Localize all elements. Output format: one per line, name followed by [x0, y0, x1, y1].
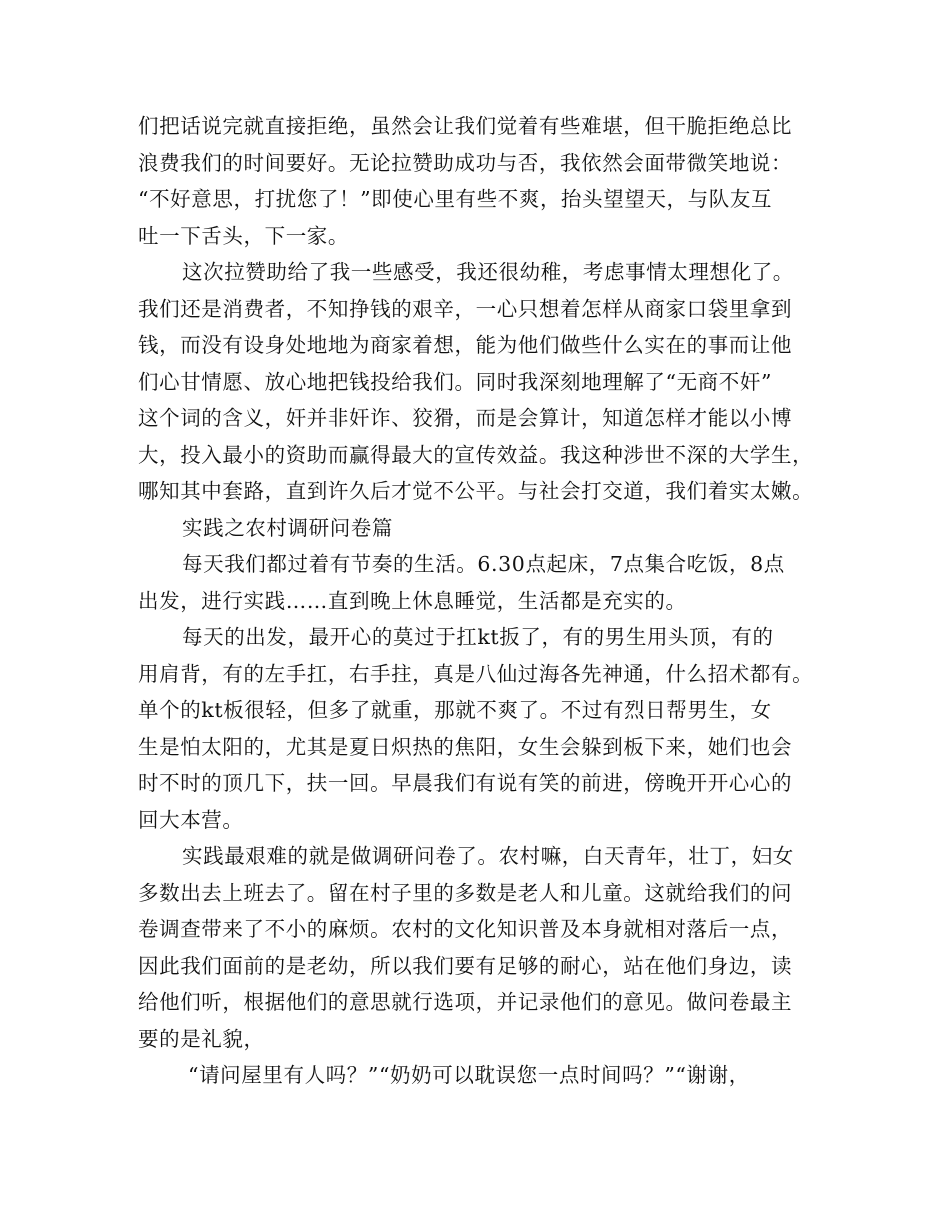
text-line: 用肩背，有的左手扛，右手拄，真是八仙过海各先神通，什么招术都有。: [138, 661, 814, 686]
text-line: 单个的kt板很轻，但多了就重，那就不爽了。不过有烈日帮男生，女: [138, 698, 772, 722]
document-body: [138, 108, 814, 1094]
text-line: 吐一下舌头，下一家。: [138, 223, 349, 248]
text-line: 们心甘情愿、放心地把钱投给我们。同时我深刻地理解了“无商不奸”: [138, 369, 773, 394]
text-line: 这个词的含义，奸并非奸诈、狡猾，而是会算计，知道怎样才能以小博: [138, 406, 793, 430]
text-line: 哪知其中套路，直到许久后才觉不公平。与社会打交道，我们着实太嫩。: [138, 479, 814, 503]
paragraph-start-line: 实践最艰难的就是做调研问卷了。农村嘛，白天青年，壮丁，妇女: [182, 844, 794, 868]
text-line: 卷调查带来了不小的麻烦。农村的文化知识普及本身就相对落后一点，: [138, 917, 793, 941]
paragraph-start-line: 这次拉赞助给了我一些感受，我还很幼稚，考虑事情太理想化了。: [182, 260, 794, 284]
text-line: 生是怕太阳的，尤其是夏日炽热的焦阳，女生会躲到板下来，她们也会: [138, 734, 793, 759]
text-line: 们把话说完就直接拒绝，虽然会让我们觉着有些难堪，但干脆拒绝总比: [138, 114, 793, 138]
paragraph-start-line: 每天的出发，最开心的莫过于扛kt扳了，有的男生用头顶，有的: [182, 625, 774, 649]
paragraph-start-line: 每天我们都过着有节奏的生活。6.30点起床，7点集合吃饭，8点: [182, 552, 785, 576]
text-line: 要的是礼貌，: [138, 1026, 265, 1051]
text-line: 大，投入最小的资助而赢得最大的宣传效益。我这种涉世不深的大学生，: [138, 442, 814, 467]
text-line: 多数出去上班去了。留在村子里的多数是老人和儿童。这就给我们的问: [138, 880, 793, 905]
text-line: 因此我们面前的是老幼，所以我们要有足够的耐心，站在他们身边，读: [138, 953, 793, 978]
text-line: 我们还是消费者，不知挣钱的艰辛，一心只想着怎样从商家口袋里拿到: [138, 296, 793, 321]
section-heading: 实践之农村调研问卷篇: [182, 515, 393, 540]
text-line: 给他们听，根据他们的意思就行选项，并记录他们的意见。做问卷最主: [138, 990, 793, 1014]
paragraph-start-line: “请问屋里有人吗？”“奶奶可以耽误您一点时间吗？”“谢谢，: [188, 1063, 750, 1087]
text-line: “不好意思，打扰您了！”即使心里有些不爽，抬头望望天，与队友互: [138, 187, 773, 211]
text-line: 浪费我们的时间要好。无论拉赞助成功与否，我依然会面带微笑地说：: [138, 150, 793, 175]
text-line: 出发，进行实践……直到晚上休息睡觉，生活都是充实的。: [138, 588, 687, 613]
text-line: 回大本营。: [138, 807, 244, 832]
text-line: 钱，而没有设身处地地为商家着想，能为他们做些什么实在的事而让他: [138, 333, 793, 357]
text-line: 时不时的顶几下，扶一回。早晨我们有说有笑的前进，傍晚开开心心的: [138, 771, 793, 795]
